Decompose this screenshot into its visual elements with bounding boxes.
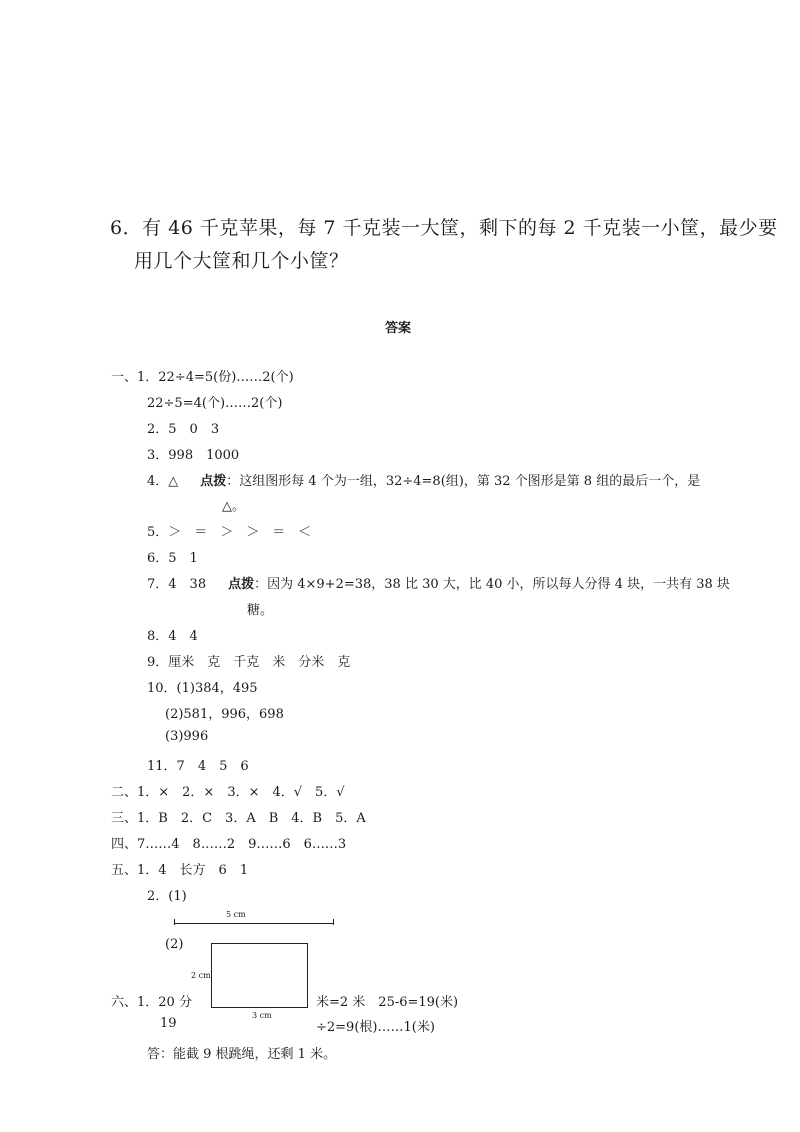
answer-1-1: 一、1．22÷4=5(份)……2(个) [111, 370, 294, 385]
answer-6-2b: ÷2=9(根)……1(米) [316, 1020, 435, 1035]
answer-5-2: 2．(1) [147, 889, 187, 904]
answer-1-11: 11．7 4 5 6 [147, 759, 249, 774]
segment-length-label: 5 cm [226, 910, 246, 919]
hint-label: 点拨 [228, 577, 255, 592]
answer-6-2a: 19 [160, 1016, 177, 1031]
answer-2: 二、1．× 2．× 3．× 4．√ 5．√ [111, 785, 345, 800]
answer-1-4-hint: ：这组图形每 4 个为一组，32÷4=8(组)，第 32 个图形是第 8 组的最后一个，是 [226, 474, 701, 489]
rectangle-figure [211, 943, 308, 1008]
answer-4: 四、7……4 8……2 9……6 6……3 [111, 837, 347, 852]
hint-label: 点拨 [200, 474, 227, 489]
line-segment-right-tick [333, 919, 334, 925]
answer-6-1a: 六、1．20 分 [111, 995, 192, 1010]
answer-1-7c: 糖。 [247, 603, 274, 618]
rectangle-width-label: 3 cm [252, 1011, 272, 1020]
answer-1-6: 6．5 1 [147, 551, 198, 566]
answer-6-1b: 米=2 米 25-6=19(米) [316, 995, 459, 1010]
answer-6-3: 答：能截 9 根跳绳，还剩 1 米。 [147, 1047, 337, 1062]
answer-1-9: 9．厘米 克 千克 米 分米 克 [147, 655, 351, 670]
rectangle-height-label: 2 cm [191, 971, 211, 980]
question-6-line-2: 用几个大筐和几个小筐？ [134, 250, 349, 272]
question-6-line-1: 6．有 46 千克苹果，每 7 千克装一大筐，剩下的每 2 千克装一小筐，最少要 [110, 217, 778, 239]
answer-1-8: 8．4 4 [147, 629, 198, 644]
answer-3: 三、1．B 2．C 3．A B 4．B 5．A [111, 811, 366, 826]
answer-1-1b: 22÷5=4(个)……2(个) [147, 396, 283, 411]
answer-1-5: 5．＞ ＝ ＞ ＞ ＝ ＜ [147, 525, 312, 540]
answer-5-1: 五、1．4 长方 6 1 [111, 863, 249, 878]
line-segment-left-tick [174, 919, 175, 925]
answer-1-10b: (2)581，996，698 [165, 707, 284, 722]
answer-1-7-hint: ：因为 4×9+2=38，38 比 30 大，比 40 小，所以每人分得 4 块，一共有 38 块 [254, 577, 730, 592]
answer-1-3: 3．998 1000 [147, 448, 240, 463]
answer-1-10c: (3)996 [165, 729, 209, 744]
answer-1-4 [147, 470, 700, 489]
answer-1-4-value: 4．△ [147, 474, 179, 489]
answer-1-4c: △。 [222, 499, 245, 514]
answer-1-2: 2．5 0 3 [147, 422, 220, 437]
answer-1-10a: 10．(1)384，495 [147, 681, 258, 696]
answer-5-2-part-2: (2) [165, 937, 184, 952]
answer-1-7-value: 7．4 38 [147, 577, 207, 592]
answer-1-7 [147, 573, 730, 592]
line-segment [174, 923, 334, 924]
answers-title: 答案 [385, 321, 412, 336]
